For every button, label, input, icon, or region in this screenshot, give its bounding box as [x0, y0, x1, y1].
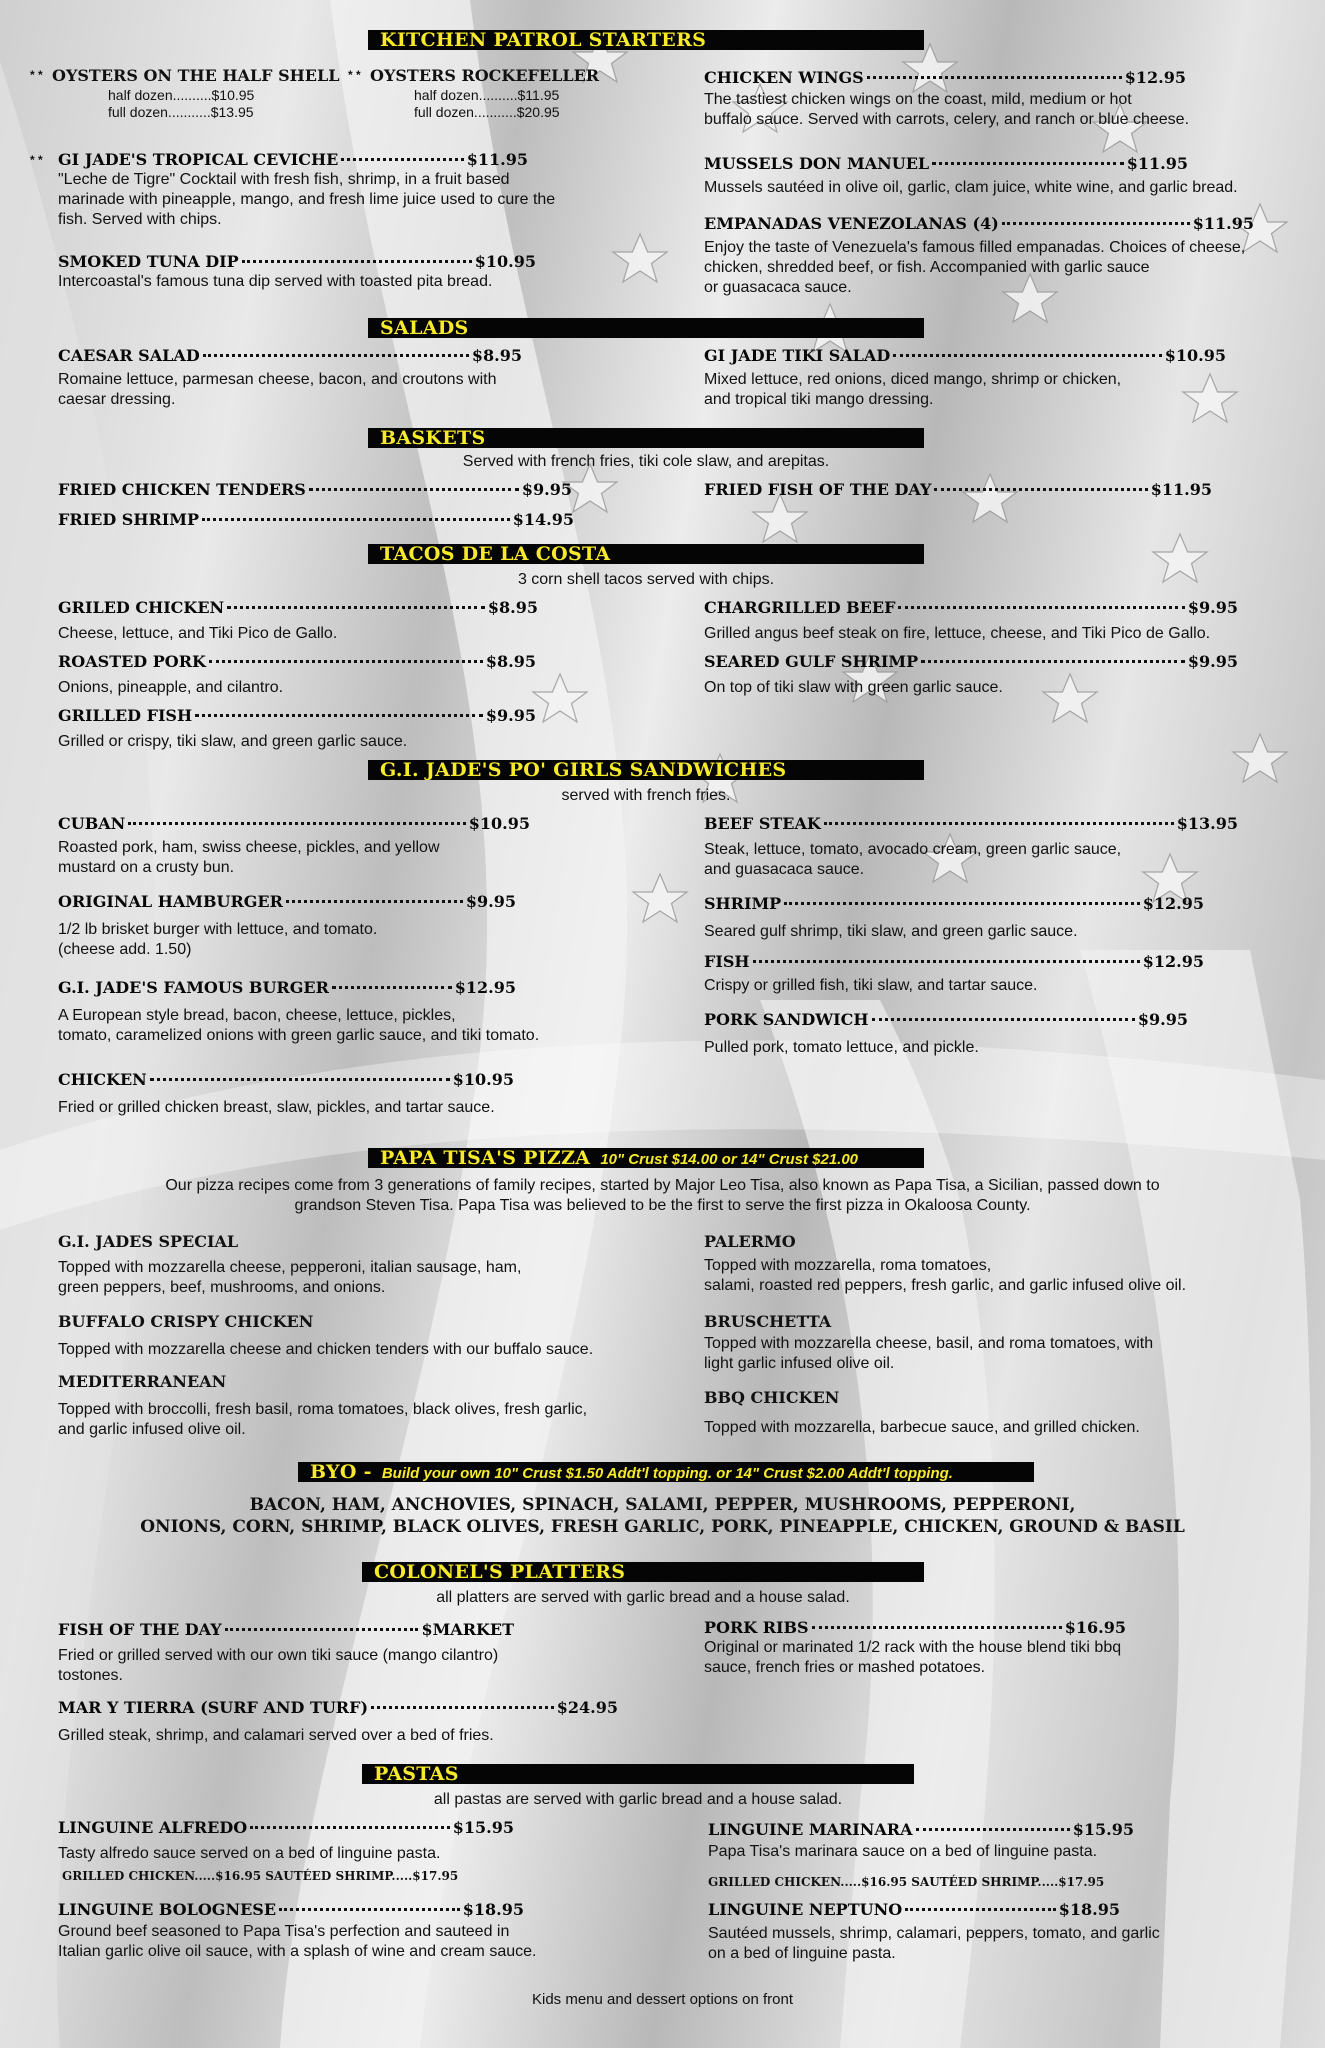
oysters-rockefeller-full-price: full dozen...........$20.95	[414, 104, 560, 120]
item-name: PORK SANDWICH	[704, 1010, 869, 1029]
item-name: EMPANADAS VENEZOLANAS (4)	[704, 214, 999, 233]
item-fried-fish	[704, 480, 1212, 500]
leader-dots	[932, 162, 1124, 165]
item-desc-sandwich-chicken: Fried or grilled chicken breast, slaw, pickles, and tartar sauce.	[58, 1099, 495, 1116]
item-taco-pork	[58, 652, 536, 672]
item-name-pizza-bruschetta: BRUSCHETTA	[704, 1312, 832, 1331]
item-name: GI JADE'S TROPICAL CEVICHE	[58, 150, 339, 169]
item-desc-sandwich-cuban: Roasted pork, ham, swiss cheese, pickles, and yellow mustard on a crusty bun.	[58, 839, 440, 876]
item-name: CHICKEN	[58, 1070, 147, 1089]
leader-dots	[203, 354, 469, 357]
item-name: CAESAR SALAD	[58, 346, 200, 365]
item-desc-pizza-buffalo: Topped with mozzarella cheese and chicken tenders with our buffalo sauce.	[58, 1341, 594, 1358]
item-price: $9.95	[465, 892, 516, 911]
item-desc-mussels: Mussels sautéed in olive oil, garlic, clam juice, white wine, and garlic bread.	[704, 179, 1238, 196]
item-name: MAR Y TIERRA (SURF AND TURF)	[58, 1698, 369, 1717]
header-pastas: PASTAS	[362, 1764, 914, 1784]
item-price: $12.95	[454, 978, 516, 997]
oysters-half-shell-half-price: half dozen..........$10.95	[108, 87, 255, 103]
item-desc-pizza-palermo: Topped with mozzarella, roma tomatoes, salami, roasted red peppers, fresh garlic, and garlic infused olive oil.	[704, 1257, 1187, 1294]
item-price: $12.95	[1142, 952, 1204, 971]
leader-dots	[250, 1826, 450, 1829]
item-desc-tuna-dip: Intercoastal's famous tuna dip served with toasted pita bread.	[58, 273, 493, 290]
leader-dots	[905, 1908, 1056, 1911]
platters-served-note: all platters are served with garlic bread and a house salad.	[436, 1589, 850, 1606]
item-price: $8.95	[485, 652, 536, 671]
leader-dots	[128, 822, 466, 825]
item-desc-sandwich-beef-steak: Steak, lettuce, tomato, avocado cream, green garlic sauce, and guasacaca sauce.	[704, 841, 1122, 878]
item-name: ORIGINAL HAMBURGER	[58, 892, 283, 911]
item-desc-sandwich-famous-burger: A European style bread, bacon, cheese, lettuce, pickles, tomato, caramelized onions with green garlic sauce, and tiki tomato.	[58, 1007, 540, 1044]
item-price: $10.95	[468, 814, 530, 833]
item-price: $9.95	[1187, 652, 1238, 671]
leader-dots	[898, 606, 1184, 609]
header-byo: BYO - Build your own 10" Crust $1.50 Addt'l topping. or 14" Crust $2.00 Addt'l topping.	[298, 1462, 1034, 1482]
leader-dots	[867, 76, 1122, 79]
item-price: $18.95	[462, 1900, 524, 1919]
leader-dots	[824, 822, 1174, 825]
pasta-marinara-addons: GRILLED CHICKEN.....$16.95 SAUTÉED SHRIMP.....$17.95	[708, 1875, 1105, 1889]
item-name: SHRIMP	[704, 894, 782, 913]
leader-dots	[209, 660, 483, 663]
item-desc-sandwich-fish: Crispy or grilled fish, tiki slaw, and tartar sauce.	[704, 977, 1038, 994]
header-pizza: PAPA TISA'S PIZZA 10" Crust $14.00 or 14" Crust $21.00	[368, 1148, 924, 1168]
header-sandwiches: G.I. JADE'S PO' GIRLS SANDWICHES	[368, 760, 924, 780]
star-marker: * *	[30, 153, 43, 167]
item-price: $9.95	[1137, 1010, 1188, 1029]
header-tacos: TACOS DE LA COSTA	[368, 544, 924, 564]
item-desc-platter-pork-ribs: Original or marinated 1/2 rack with the house blend tiki bbq sauce, french fries or mashed potatoes.	[704, 1639, 1122, 1676]
leader-dots	[753, 960, 1140, 963]
item-desc-caesar-salad: Romaine lettuce, parmesan cheese, bacon, and croutons with caesar dressing.	[58, 371, 497, 408]
item-pasta-alfredo	[58, 1818, 514, 1838]
item-price: $11.95	[1126, 154, 1188, 173]
leader-dots	[916, 1828, 1070, 1831]
byo-toppings-list: BACON, HAM, ANCHOVIES, SPINACH, SALAMI, PEPPER, MUSHROOMS, PEPPERONI, ONIONS, CORN, SHRIMP, BLACK OLIVES, FRESH GARLIC, PORK, PINEAPPLE, CHICKEN, GROUND & BASIL	[140, 1495, 1185, 1537]
leader-dots	[332, 986, 452, 989]
leader-dots	[242, 260, 472, 263]
item-desc-sandwich-shrimp: Seared gulf shrimp, tiki slaw, and green garlic sauce.	[704, 923, 1078, 940]
item-desc-pizza-bruschetta: Topped with mozzarella cheese, basil, and roma tomatoes, with light garlic infused olive oil.	[704, 1335, 1154, 1372]
item-name: ROASTED PORK	[58, 652, 206, 671]
item-name: G.I. JADE'S FAMOUS BURGER	[58, 978, 329, 997]
item-price: $24.95	[556, 1698, 618, 1717]
item-platter-surf-turf	[58, 1698, 618, 1718]
leader-dots	[202, 518, 510, 521]
item-price: $10.95	[1164, 346, 1226, 365]
item-platter-fish	[58, 1620, 514, 1640]
leader-dots	[150, 1078, 450, 1081]
pizza-crust-prices: 10" Crust $14.00 or 14" Crust $21.00	[600, 1151, 859, 1168]
item-desc-pasta-marinara: Papa Tisa's marinara sauce on a bed of linguine pasta.	[708, 1843, 1098, 1860]
item-name-pizza-bbq: BBQ CHICKEN	[704, 1388, 840, 1407]
leader-dots	[371, 1706, 554, 1709]
leader-dots	[286, 900, 463, 903]
item-desc-pizza-mediterranean: Topped with broccolli, fresh basil, roma tomatoes, black olives, fresh garlic, and garlic infused olive oil.	[58, 1401, 588, 1438]
item-desc-platter-surf-turf: Grilled steak, shrimp, and calamari served over a bed of fries.	[58, 1727, 494, 1744]
leader-dots	[227, 606, 485, 609]
item-name: BEEF STEAK	[704, 814, 821, 833]
item-price: $11.95	[1150, 480, 1212, 499]
item-name-pizza-buffalo: BUFFALO CRISPY CHICKEN	[58, 1312, 314, 1331]
item-price: $MARKET	[421, 1620, 514, 1639]
item-chicken-wings	[704, 68, 1186, 88]
item-fried-shrimp	[58, 510, 574, 530]
tacos-served-note: 3 corn shell tacos served with chips.	[517, 571, 775, 588]
item-price: $18.95	[1058, 1900, 1120, 1919]
item-price: $8.95	[487, 598, 538, 617]
leader-dots	[921, 660, 1185, 663]
item-desc-taco-chicken: Cheese, lettuce, and Tiki Pico de Gallo.	[58, 625, 338, 642]
item-name: LINGUINE BOLOGNESE	[58, 1900, 277, 1919]
item-desc-ceviche: "Leche de Tigre" Cocktail with fresh fish, shrimp, in a fruit based marinade with pineapple, mango, and fresh lime juice used to cure the fish. Served with chips.	[58, 171, 556, 228]
leader-dots	[341, 158, 463, 161]
item-price: $13.95	[1176, 814, 1238, 833]
item-name: FRIED CHICKEN TENDERS	[58, 480, 306, 499]
item-desc-pasta-alfredo: Tasty alfredo sauce served on a bed of linguine pasta.	[58, 1845, 441, 1862]
item-desc-pizza-special: Topped with mozzarella cheese, pepperoni, italian sausage, ham, green peppers, beef, mushrooms, and onions.	[58, 1259, 522, 1296]
item-caesar-salad	[58, 346, 522, 366]
item-desc-taco-shrimp: On top of tiki slaw with green garlic sauce.	[704, 679, 1003, 696]
leader-dots	[784, 902, 1140, 905]
item-sandwich-hamburger	[58, 892, 516, 912]
leader-dots	[225, 1628, 419, 1631]
item-price: $8.95	[471, 346, 522, 365]
leader-dots	[934, 488, 1147, 491]
item-name-pizza-mediterranean: MEDITERRANEAN	[58, 1372, 227, 1391]
leader-dots	[812, 1626, 1062, 1629]
item-sandwich-chicken	[58, 1070, 514, 1090]
item-name: LINGUINE NEPTUNO	[708, 1900, 903, 1919]
item-name: LINGUINE MARINARA	[708, 1820, 913, 1839]
item-taco-shrimp	[704, 652, 1238, 672]
leader-dots	[195, 714, 483, 717]
item-mussels	[704, 154, 1188, 174]
item-name: LINGUINE ALFREDO	[58, 1818, 248, 1837]
item-platter-pork-ribs	[704, 1618, 1126, 1638]
item-price: $12.95	[1124, 68, 1186, 87]
item-name: FISH OF THE DAY	[58, 1620, 222, 1639]
header-baskets: BASKETS	[368, 428, 924, 448]
item-price: $16.95	[1064, 1618, 1126, 1637]
item-name-pizza-special: G.I. JADES SPECIAL	[58, 1232, 239, 1251]
oysters-half-shell-full-price: full dozen...........$13.95	[108, 104, 254, 120]
item-price: $10.95	[452, 1070, 514, 1089]
item-name-pizza-palermo: PALERMO	[704, 1232, 796, 1251]
leader-dots	[872, 1018, 1135, 1021]
item-price: $15.95	[1072, 1820, 1134, 1839]
item-desc-pasta-neptuno: Sautéed mussels, shrimp, calamari, peppers, tomato, and garlic on a bed of linguine pasta.	[708, 1925, 1160, 1962]
item-price: $14.95	[512, 510, 574, 529]
item-pasta-marinara	[708, 1820, 1134, 1840]
item-name: FISH	[704, 952, 750, 971]
item-price: $9.95	[521, 480, 572, 499]
item-taco-fish	[58, 706, 536, 726]
item-name-oysters-rockefeller: OYSTERS ROCKEFELLER	[370, 66, 600, 85]
header-salads: SALADS	[368, 318, 924, 338]
item-name: FRIED SHRIMP	[58, 510, 199, 529]
item-sandwich-fish	[704, 952, 1204, 972]
baskets-served-note: Served with french fries, tiki cole slaw, and arepitas.	[462, 453, 830, 470]
leader-dots	[279, 1908, 460, 1911]
item-price: $15.95	[452, 1818, 514, 1837]
item-sandwich-pork	[704, 1010, 1188, 1030]
item-desc-platter-fish: Fried or grilled served with our own tiki sauce (mango cilantro) tostones.	[58, 1647, 499, 1684]
star-marker: * *	[30, 68, 43, 82]
item-pasta-bolognese	[58, 1900, 524, 1920]
leader-dots	[1002, 222, 1190, 225]
leader-dots	[309, 488, 519, 491]
item-name: FRIED FISH OF THE DAY	[704, 480, 932, 499]
item-price: $10.95	[474, 252, 536, 271]
item-desc-sandwich-hamburger: 1/2 lb brisket burger with lettuce, and tomato. (cheese add. 1.50)	[58, 921, 378, 958]
item-name: SMOKED TUNA DIP	[58, 252, 239, 271]
item-name: PORK RIBS	[704, 1618, 809, 1637]
item-price: $11.95	[466, 150, 528, 169]
item-taco-chicken	[58, 598, 538, 618]
item-desc-taco-beef: Grilled angus beef steak on fire, lettuce, cheese, and Tiki Pico de Gallo.	[704, 625, 1211, 642]
item-name: CUBAN	[58, 814, 126, 833]
item-desc-tiki-salad: Mixed lettuce, red onions, diced mango, shrimp or chicken, and tropical tiki mango dressing.	[704, 371, 1122, 408]
item-pasta-neptuno	[708, 1900, 1120, 1920]
item-tuna-dip	[58, 252, 536, 272]
item-desc-taco-fish: Grilled or crispy, tiki slaw, and green garlic sauce.	[58, 733, 408, 750]
item-sandwich-famous-burger	[58, 978, 516, 998]
header-starters: KITCHEN PATROL STARTERS	[368, 30, 924, 50]
sandwiches-served-note: served with french fries.	[561, 787, 731, 804]
item-tiki-salad	[704, 346, 1226, 366]
item-name: GRILED CHICKEN	[58, 598, 225, 617]
item-name: CHARGRILLED BEEF	[704, 598, 896, 617]
star-marker: * *	[348, 68, 361, 82]
item-price: $9.95	[1187, 598, 1238, 617]
item-name: SEARED GULF SHRIMP	[704, 652, 919, 671]
item-name: MUSSELS DON MANUEL	[704, 154, 930, 173]
item-taco-beef	[704, 598, 1238, 618]
item-price: $9.95	[485, 706, 536, 725]
item-sandwich-shrimp	[704, 894, 1204, 914]
leader-dots	[893, 354, 1162, 357]
item-empanadas	[704, 214, 1254, 234]
item-name: GI JADE TIKI SALAD	[704, 346, 891, 365]
item-sandwich-cuban	[58, 814, 530, 834]
item-sandwich-beef-steak	[704, 814, 1238, 834]
pasta-alfredo-addons: GRILLED CHICKEN.....$16.95 SAUTÉED SHRIMP.....$17.95	[62, 1869, 459, 1883]
header-platters: COLONEL'S PLATTERS	[362, 1562, 924, 1582]
item-desc-sandwich-pork: Pulled pork, tomato lettuce, and pickle.	[704, 1039, 979, 1056]
item-desc-taco-pork: Onions, pineapple, and cilantro.	[58, 679, 284, 696]
item-desc-empanadas: Enjoy the taste of Venezuela's famous filled empanadas. Choices of cheese, chicken, shredded beef, or fish. Accompanied with garlic sauce or guasacaca sauce.	[704, 239, 1246, 296]
item-ceviche	[58, 150, 528, 170]
oysters-rockefeller-half-price: half dozen..........$11.95	[414, 87, 560, 103]
byo-topping-prices: Build your own 10" Crust $1.50 Addt'l topping. or 14" Crust $2.00 Addt'l topping.	[381, 1465, 953, 1482]
item-desc-pizza-bbq: Topped with mozzarella, barbecue sauce, and grilled chicken.	[704, 1419, 1140, 1436]
item-price: $11.95	[1192, 214, 1254, 233]
pizza-intro: Our pizza recipes come from 3 generations of family recipes, started by Major Leo Tisa, also known as Papa Tisa, a Sicilian, passed down to grandson Steven Tisa. Papa Tisa was believed to be the first to serve the first pizza in Okaloosa County.	[165, 1177, 1160, 1214]
item-name-oysters-half-shell: OYSTERS ON THE HALF SHELL	[52, 66, 340, 85]
item-desc-pasta-bolognese: Ground beef seasoned to Papa Tisa's perfection and sauteed in Italian garlic olive oil sauce, with a splash of wine and cream sauce.	[58, 1923, 537, 1960]
item-desc-chicken-wings: The tastiest chicken wings on the coast, mild, medium or hot buffalo sauce. Served with carrots, celery, and ranch or blue cheese.	[704, 91, 1190, 128]
item-price: $12.95	[1142, 894, 1204, 913]
item-name: CHICKEN WINGS	[704, 68, 864, 87]
item-fried-chicken-tenders	[58, 480, 572, 500]
footer-note: Kids menu and dessert options on front	[532, 1991, 793, 2008]
item-name: GRILLED FISH	[58, 706, 193, 725]
pastas-served-note: all pastas are served with garlic bread and a house salad.	[433, 1791, 843, 1808]
